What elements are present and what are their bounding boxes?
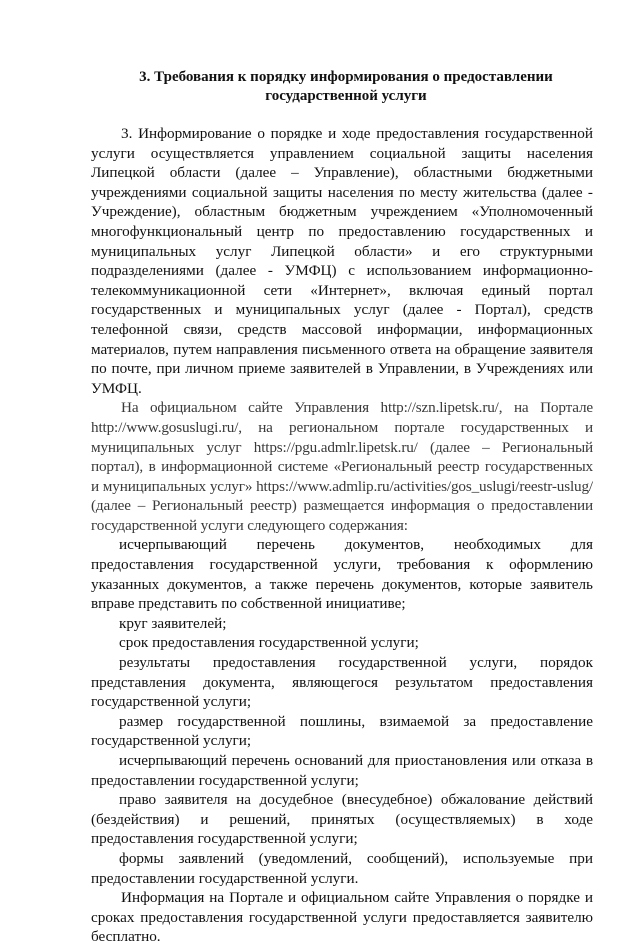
section-title-line-2: государственной услуги: [265, 88, 427, 104]
list-item: формы заявлений (уведомлений, сообщений), используемые при предоставлении государственной услуги.: [91, 849, 593, 887]
paragraph-informing-methods: 3. Информирование о порядке и ходе предоставления государственной услуги осуществляется управлением социальной защиты населения Липецкой области (далее – Управление), областными бюджетными учреждениями социальной защиты населения по месту жительства (далее - Учреждение), областным бюджетным учреждением «Уполномоченный многофункциональный центр по предоставлению государственных и муниципальных услуг Липецкой области» и его структурными подразделениями (далее - УМФЦ) с использованием информационно-телекоммуникационной сети «Интернет», включая единый портал государственных и муниципальных услуг (далее - Портал), средств телефонной связи, средств массовой информации, информационных материалов, путем направления письменного ответа на обращение заявителя по почте, при личном приеме заявителей в Управлении, в Учреждениях или УМФЦ.: [91, 125, 593, 397]
list-item: право заявителя на досудебное (внесудебное) обжалование действий (бездействия) и решений, принятых (осуществляемых) в ходе предоставления государственной услуги;: [91, 791, 593, 848]
list-item: срок предоставления государственной услуги;: [119, 634, 419, 652]
list-item: размер государственной пошлины, взимаемой за предоставление государственной услуги;: [91, 712, 593, 750]
list-item: круг заявителей;: [119, 614, 227, 632]
section-title-line-1: 3. Требования к порядку информирования о предоставлении: [139, 69, 553, 85]
list-item: результаты предоставления государственной услуги, порядок представления документа, являющегося результатом предоставления государственной услуги;: [91, 654, 593, 711]
section-body: [91, 124, 593, 947]
list-item: исчерпывающий перечень оснований для приостановления или отказа в предоставлении государственной услуги;: [91, 752, 593, 789]
paragraph-free-of-charge: Информация на Портале и официальном сайте Управления о порядке и сроках предоставления государственной услуги предоставляется заявителю бесплатно.: [91, 889, 593, 946]
list-item: исчерпывающий перечень документов, необходимых для предоставления государственной услуги, требования к оформлению указанных документов, а также перечень документов, которые заявитель вправе представить по собственной инициативе;: [91, 536, 593, 613]
section-title: [91, 68, 593, 106]
paragraph-published-info: На официальном сайте Управления http://szn.lipetsk.ru/, на Портале http://www.gosuslugi.ru/, на региональном портале государственных и муниципальных услуг https://pgu.admlr.lipetsk.ru/ (далее – Региональный портал), в информационной системе «Региональный реестр государственных и муниципальных услуг» https://www.admlip.ru/activities/gos_uslugi/reestr-uslug/ (далее – Региональный реестр) размещается информация о предоставлении государственной услуги следующего содержания:: [91, 399, 593, 534]
